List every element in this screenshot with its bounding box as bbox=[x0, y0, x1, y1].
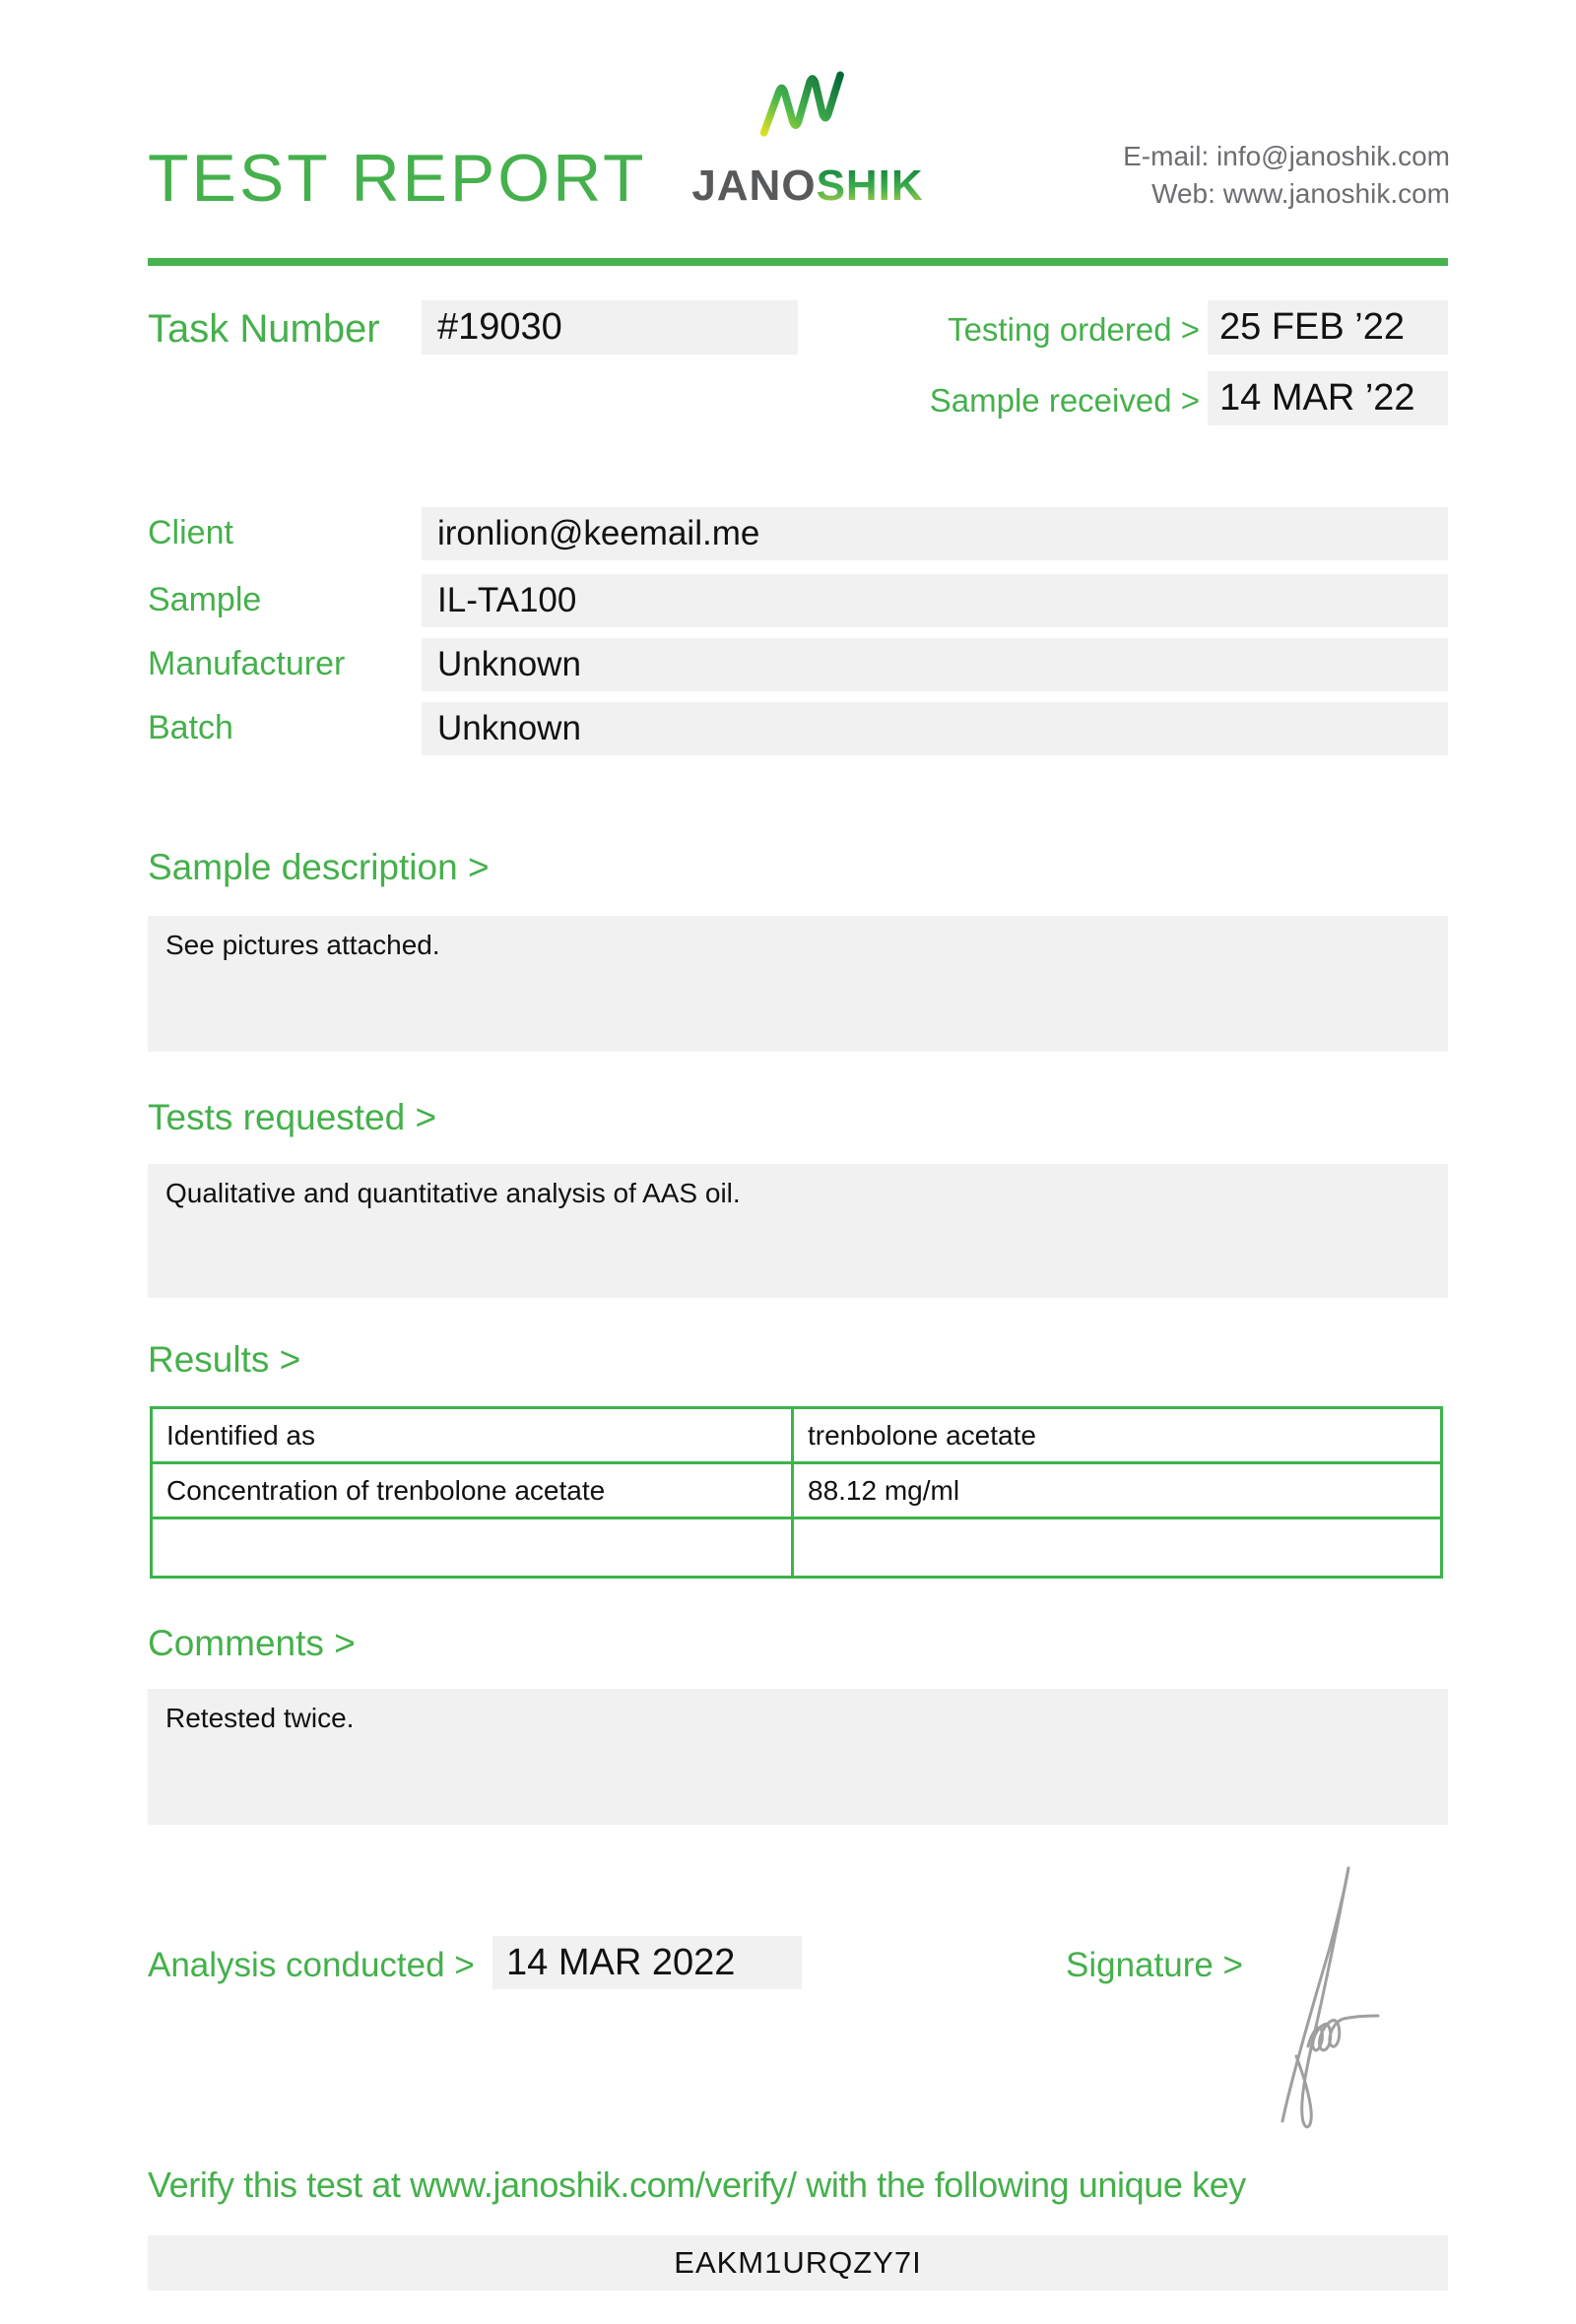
testing-ordered-label: Testing ordered > bbox=[948, 311, 1200, 348]
task-number-value: #19030 bbox=[422, 300, 798, 355]
signature-scribble bbox=[1253, 1853, 1401, 2144]
sample-description-box bbox=[148, 916, 1448, 1052]
comments-box bbox=[148, 1689, 1448, 1825]
testing-ordered-date: 25 FEB ’22 bbox=[1208, 300, 1448, 355]
contact-info bbox=[1123, 138, 1450, 213]
tests-requested-heading: Tests requested > bbox=[148, 1097, 437, 1137]
page-title: TEST REPORT bbox=[148, 141, 647, 216]
sample-label: Sample bbox=[148, 581, 262, 618]
verify-instruction[interactable]: Verify this test at www.janoshik.com/verify/ with the following unique key bbox=[148, 2164, 1246, 2205]
janoshik-logo bbox=[685, 65, 931, 211]
result-name: Identified as bbox=[153, 1409, 794, 1461]
logo-text-shik: SHIK bbox=[816, 161, 924, 210]
sample-value: IL-TA100 bbox=[422, 574, 1448, 627]
tests-requested-box bbox=[148, 1164, 1448, 1298]
manufacturer-value: Unknown bbox=[422, 638, 1448, 691]
result-value: trenbolone acetate bbox=[794, 1409, 1440, 1461]
trend-chart-icon bbox=[756, 65, 859, 160]
logo-wordmark bbox=[685, 161, 931, 211]
sample-description-text: See pictures attached. bbox=[165, 930, 440, 960]
result-value bbox=[794, 1519, 1440, 1576]
contact-email[interactable]: E-mail: info@janoshik.com bbox=[1123, 141, 1450, 171]
logo-text-jano: JANO bbox=[691, 161, 817, 210]
sample-received-label: Sample received > bbox=[929, 382, 1200, 419]
result-value: 88.12 mg/ml bbox=[794, 1464, 1440, 1517]
results-table bbox=[150, 1406, 1443, 1579]
table-row bbox=[153, 1409, 1440, 1461]
results-heading: Results > bbox=[148, 1339, 301, 1380]
table-row bbox=[153, 1461, 1440, 1517]
sample-received-date: 14 MAR ’22 bbox=[1208, 371, 1448, 425]
header-divider bbox=[148, 258, 1448, 266]
contact-web[interactable]: Web: www.janoshik.com bbox=[1151, 178, 1450, 209]
manufacturer-label: Manufacturer bbox=[148, 645, 346, 682]
result-name bbox=[153, 1519, 794, 1576]
tests-requested-text: Qualitative and quantitative analysis of AAS oil. bbox=[165, 1178, 741, 1208]
sample-description-heading: Sample description > bbox=[148, 847, 490, 887]
client-label: Client bbox=[148, 514, 233, 551]
verify-key: EAKM1URQZY7I bbox=[148, 2235, 1448, 2291]
batch-label: Batch bbox=[148, 709, 233, 746]
analysis-conducted-label: Analysis conducted > bbox=[148, 1946, 475, 1984]
table-row bbox=[153, 1517, 1440, 1576]
batch-value: Unknown bbox=[422, 702, 1448, 755]
client-value: ironlion@keemail.me bbox=[422, 507, 1448, 560]
comments-text: Retested twice. bbox=[165, 1703, 355, 1733]
result-name: Concentration of trenbolone acetate bbox=[153, 1464, 794, 1517]
task-number-label: Task Number bbox=[148, 307, 380, 351]
comments-heading: Comments > bbox=[148, 1623, 356, 1663]
analysis-date: 14 MAR 2022 bbox=[492, 1936, 802, 1989]
signature-label: Signature > bbox=[1066, 1946, 1243, 1984]
